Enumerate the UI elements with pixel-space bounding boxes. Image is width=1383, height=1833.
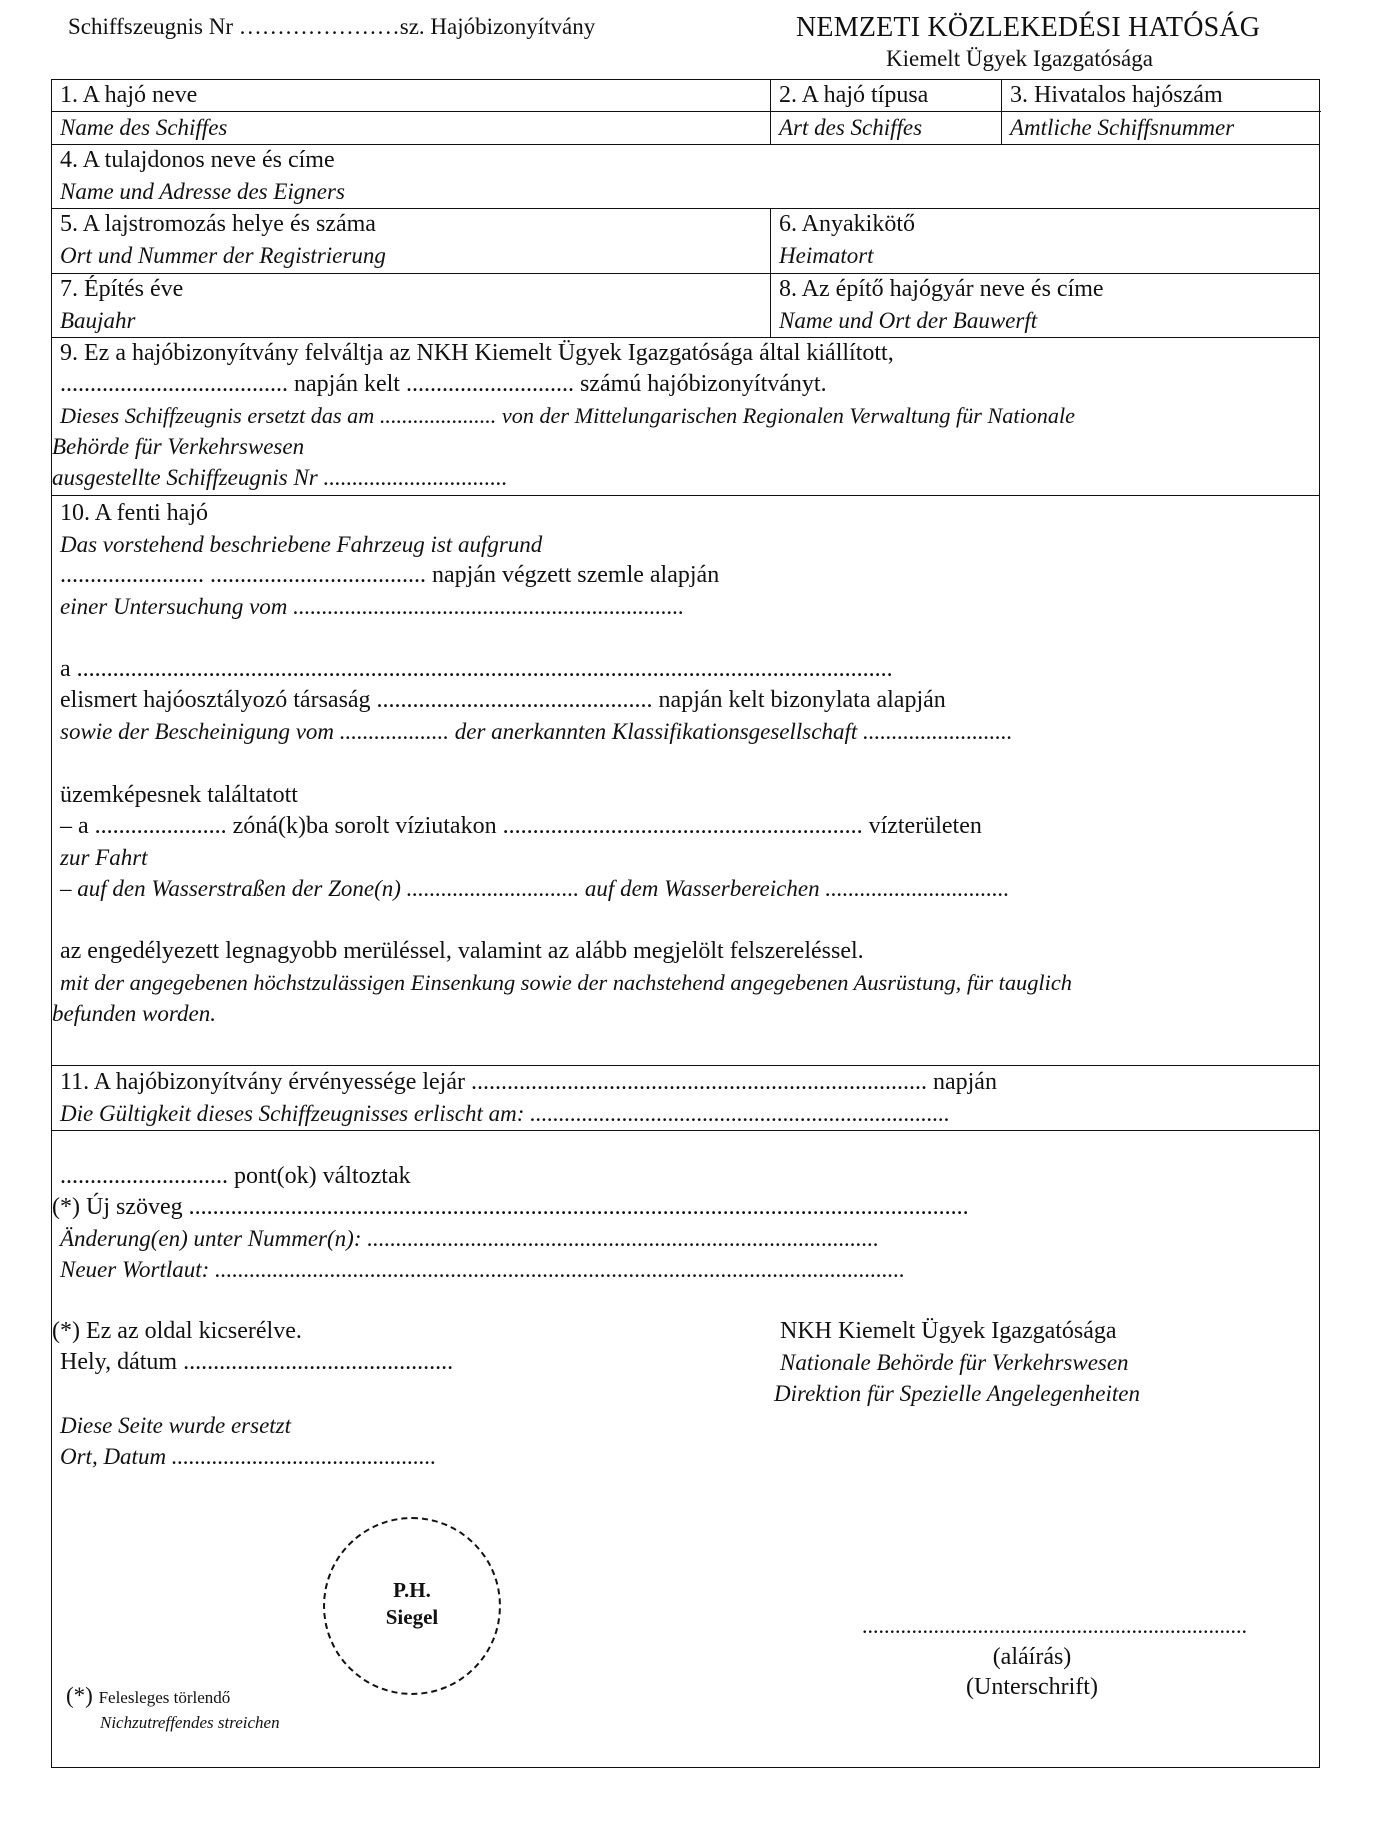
build-year-label-hu: 7. Építés éve xyxy=(60,276,184,302)
official-number-label-hu: 3. Hivatalos hajószám xyxy=(1010,82,1223,108)
owner-label-hu: 4. A tulajdonos neve és címe xyxy=(60,147,335,173)
s10-line2: Das vorstehend beschriebene Fahrzeug ist aufgrund xyxy=(60,532,543,557)
s10-line4[interactable]: einer Untersuchung vom .................................................................... xyxy=(60,594,685,619)
changes-wording-de[interactable]: Neuer Wortlaut: ........................................................................................................................ xyxy=(60,1257,906,1282)
footnote-text-hu: Felesleges törlendő xyxy=(98,1688,231,1707)
row-registration xyxy=(52,209,1319,274)
row-ship-identity xyxy=(52,80,1319,145)
signature-label-de: (Unterschrift) xyxy=(966,1674,1098,1700)
s10-line10: zur Fahrt xyxy=(60,845,148,870)
build-year-label-de: Baujahr xyxy=(60,308,136,333)
page-replaced-de: Diese Seite wurde ersetzt xyxy=(60,1413,292,1438)
field-ship-type[interactable] xyxy=(770,80,1001,144)
footnote-text-de: Nichzutreffendes streichen xyxy=(100,1713,280,1732)
registration-label-de: Ort und Nummer der Registrierung xyxy=(60,243,386,268)
s10-line11[interactable]: – auf den Wasserstraßen der Zone(n) .............................. auf dem Wasserbereichen ................................ xyxy=(60,876,1010,901)
owner-label-de: Name und Adresse des Eigners xyxy=(60,179,345,204)
place-date-de[interactable]: Ort, Datum .............................................. xyxy=(60,1444,437,1469)
changes-new-text[interactable]: (*) Új szöveg .................................................................................................................................. xyxy=(52,1194,969,1220)
stamp-ph: P.H. xyxy=(393,1578,431,1602)
ship-name-label-de: Name des Schiffes xyxy=(60,115,228,140)
directorate-name: Kiemelt Ügyek Igazgatósága xyxy=(886,46,1153,71)
field-registration[interactable] xyxy=(52,209,770,273)
s11-line2[interactable]: Die Gültigkeit dieses Schiffzeugnisses erlischt am: ......................................................................... xyxy=(60,1101,950,1126)
changes-points[interactable]: ............................ pont(ok) változtak xyxy=(60,1163,411,1189)
field-official-number[interactable] xyxy=(1001,80,1321,144)
ship-type-label-hu: 2. A hajó típusa xyxy=(779,82,929,108)
s10-line9[interactable]: – a ...................... zóná(k)ba sorolt víziutakon ............................................................ vízterületen xyxy=(60,813,982,839)
section-9-replacement xyxy=(52,338,1319,496)
s10-line3[interactable]: ........................ .................................... napján végzett szemle alapján xyxy=(60,562,720,588)
certificate-form xyxy=(51,79,1320,1768)
authority-signature-block-hu: NKH Kiemelt Ügyek Igazgatósága xyxy=(780,1318,1117,1344)
shipyard-label-de: Name und Ort der Bauwerft xyxy=(779,308,1038,333)
row-construction xyxy=(52,274,1319,338)
shipyard-label-hu: 8. Az építő hajógyár neve és címe xyxy=(779,276,1104,302)
s10-line6[interactable]: elismert hajóosztályozó társaság .............................................. napján kelt bizonylata alapján xyxy=(60,687,946,713)
ship-name-label-hu: 1. A hajó neve xyxy=(60,82,198,108)
s9-line2[interactable]: ...................................... napján kelt ............................ számú hajóbizonyítványt. xyxy=(60,371,827,397)
s10-line13: mit der angegebenen höchstzulässigen Einsenkung sowie der nachstehend angegebenen Ausrüstung, für tauglich xyxy=(60,970,1072,995)
row-owner xyxy=(52,145,1319,209)
field-owner-name-address[interactable] xyxy=(52,145,1319,208)
section-10-inspection xyxy=(52,496,1319,1066)
home-port-label-de: Heimatort xyxy=(779,243,874,268)
s10-line12: az engedélyezett legnagyobb merüléssel, valamint az alább megjelölt felszereléssel. xyxy=(60,938,864,964)
s10-line14: befunden worden. xyxy=(52,1001,216,1026)
certificate-number-line: Schiffszeugnis Nr …………………sz. Hajóbizonyítvány xyxy=(68,14,596,39)
authority-signature-block-de2: Direktion für Spezielle Angelegenheiten xyxy=(774,1381,1140,1406)
section-11-validity xyxy=(52,1066,1319,1131)
s9-line5[interactable]: ausgestellte Schiffzeugnis Nr ................................ xyxy=(52,465,508,490)
official-number-label-de: Amtliche Schiffsnummer xyxy=(1010,115,1235,140)
s10-line7[interactable]: sowie der Bescheinigung vom ................... der anerkannten Klassifikationsgesellschaft .......................... xyxy=(60,719,1013,744)
field-home-port[interactable] xyxy=(770,209,1321,273)
field-ship-name[interactable] xyxy=(52,80,770,144)
s10-line8: üzemképesnek találtatott xyxy=(60,782,298,808)
changes-numbers-de[interactable]: Änderung(en) unter Nummer(n): ......................................................................................... xyxy=(60,1226,879,1251)
page-replaced-note: (*) Ez az oldal kicserélve. xyxy=(52,1318,302,1344)
s9-line1: 9. Ez a hajóbizonyítvány felváltja az NKH Kiemelt Ügyek Igazgatósága által kiállított, xyxy=(60,340,894,366)
s11-line1[interactable]: 11. A hajóbizonyítvány érvényessége lejár ............................................................................ napján xyxy=(60,1069,997,1095)
authority-header xyxy=(796,12,1316,72)
footnote-marker: (*) xyxy=(66,1683,93,1708)
home-port-label-hu: 6. Anyakikötő xyxy=(779,211,915,237)
signature-line[interactable]: ...................................................................... xyxy=(862,1613,1247,1638)
official-seal-stamp xyxy=(323,1517,501,1695)
s9-line3[interactable]: Dieses Schiffzeugnis ersetzt das am ..................... von der Mittelungarischen Regionalen Verwaltung für Nationale xyxy=(60,403,1075,428)
footnote-hu xyxy=(66,1683,230,1709)
stamp-siegel: Siegel xyxy=(385,1605,439,1629)
authority-name: NEMZETI KÖZLEKEDÉSI HATÓSÁG xyxy=(796,12,1261,43)
field-build-year[interactable] xyxy=(52,274,770,337)
signature-label-hu: (aláírás) xyxy=(992,1644,1072,1670)
s10-line5[interactable]: a ........................................................................................................................................ xyxy=(60,656,893,682)
s9-line4: Behörde für Verkehrswesen xyxy=(52,434,305,459)
authority-signature-block-de1: Nationale Behörde für Verkehrswesen xyxy=(780,1350,1129,1375)
registration-label-hu: 5. A lajstromozás helye és száma xyxy=(60,211,376,237)
field-shipyard[interactable] xyxy=(770,274,1321,337)
ship-type-label-de: Art des Schiffes xyxy=(779,115,923,140)
s10-line1: 10. A fenti hajó xyxy=(60,500,208,526)
place-date-hu[interactable]: Hely, dátum ............................................. xyxy=(60,1349,454,1375)
